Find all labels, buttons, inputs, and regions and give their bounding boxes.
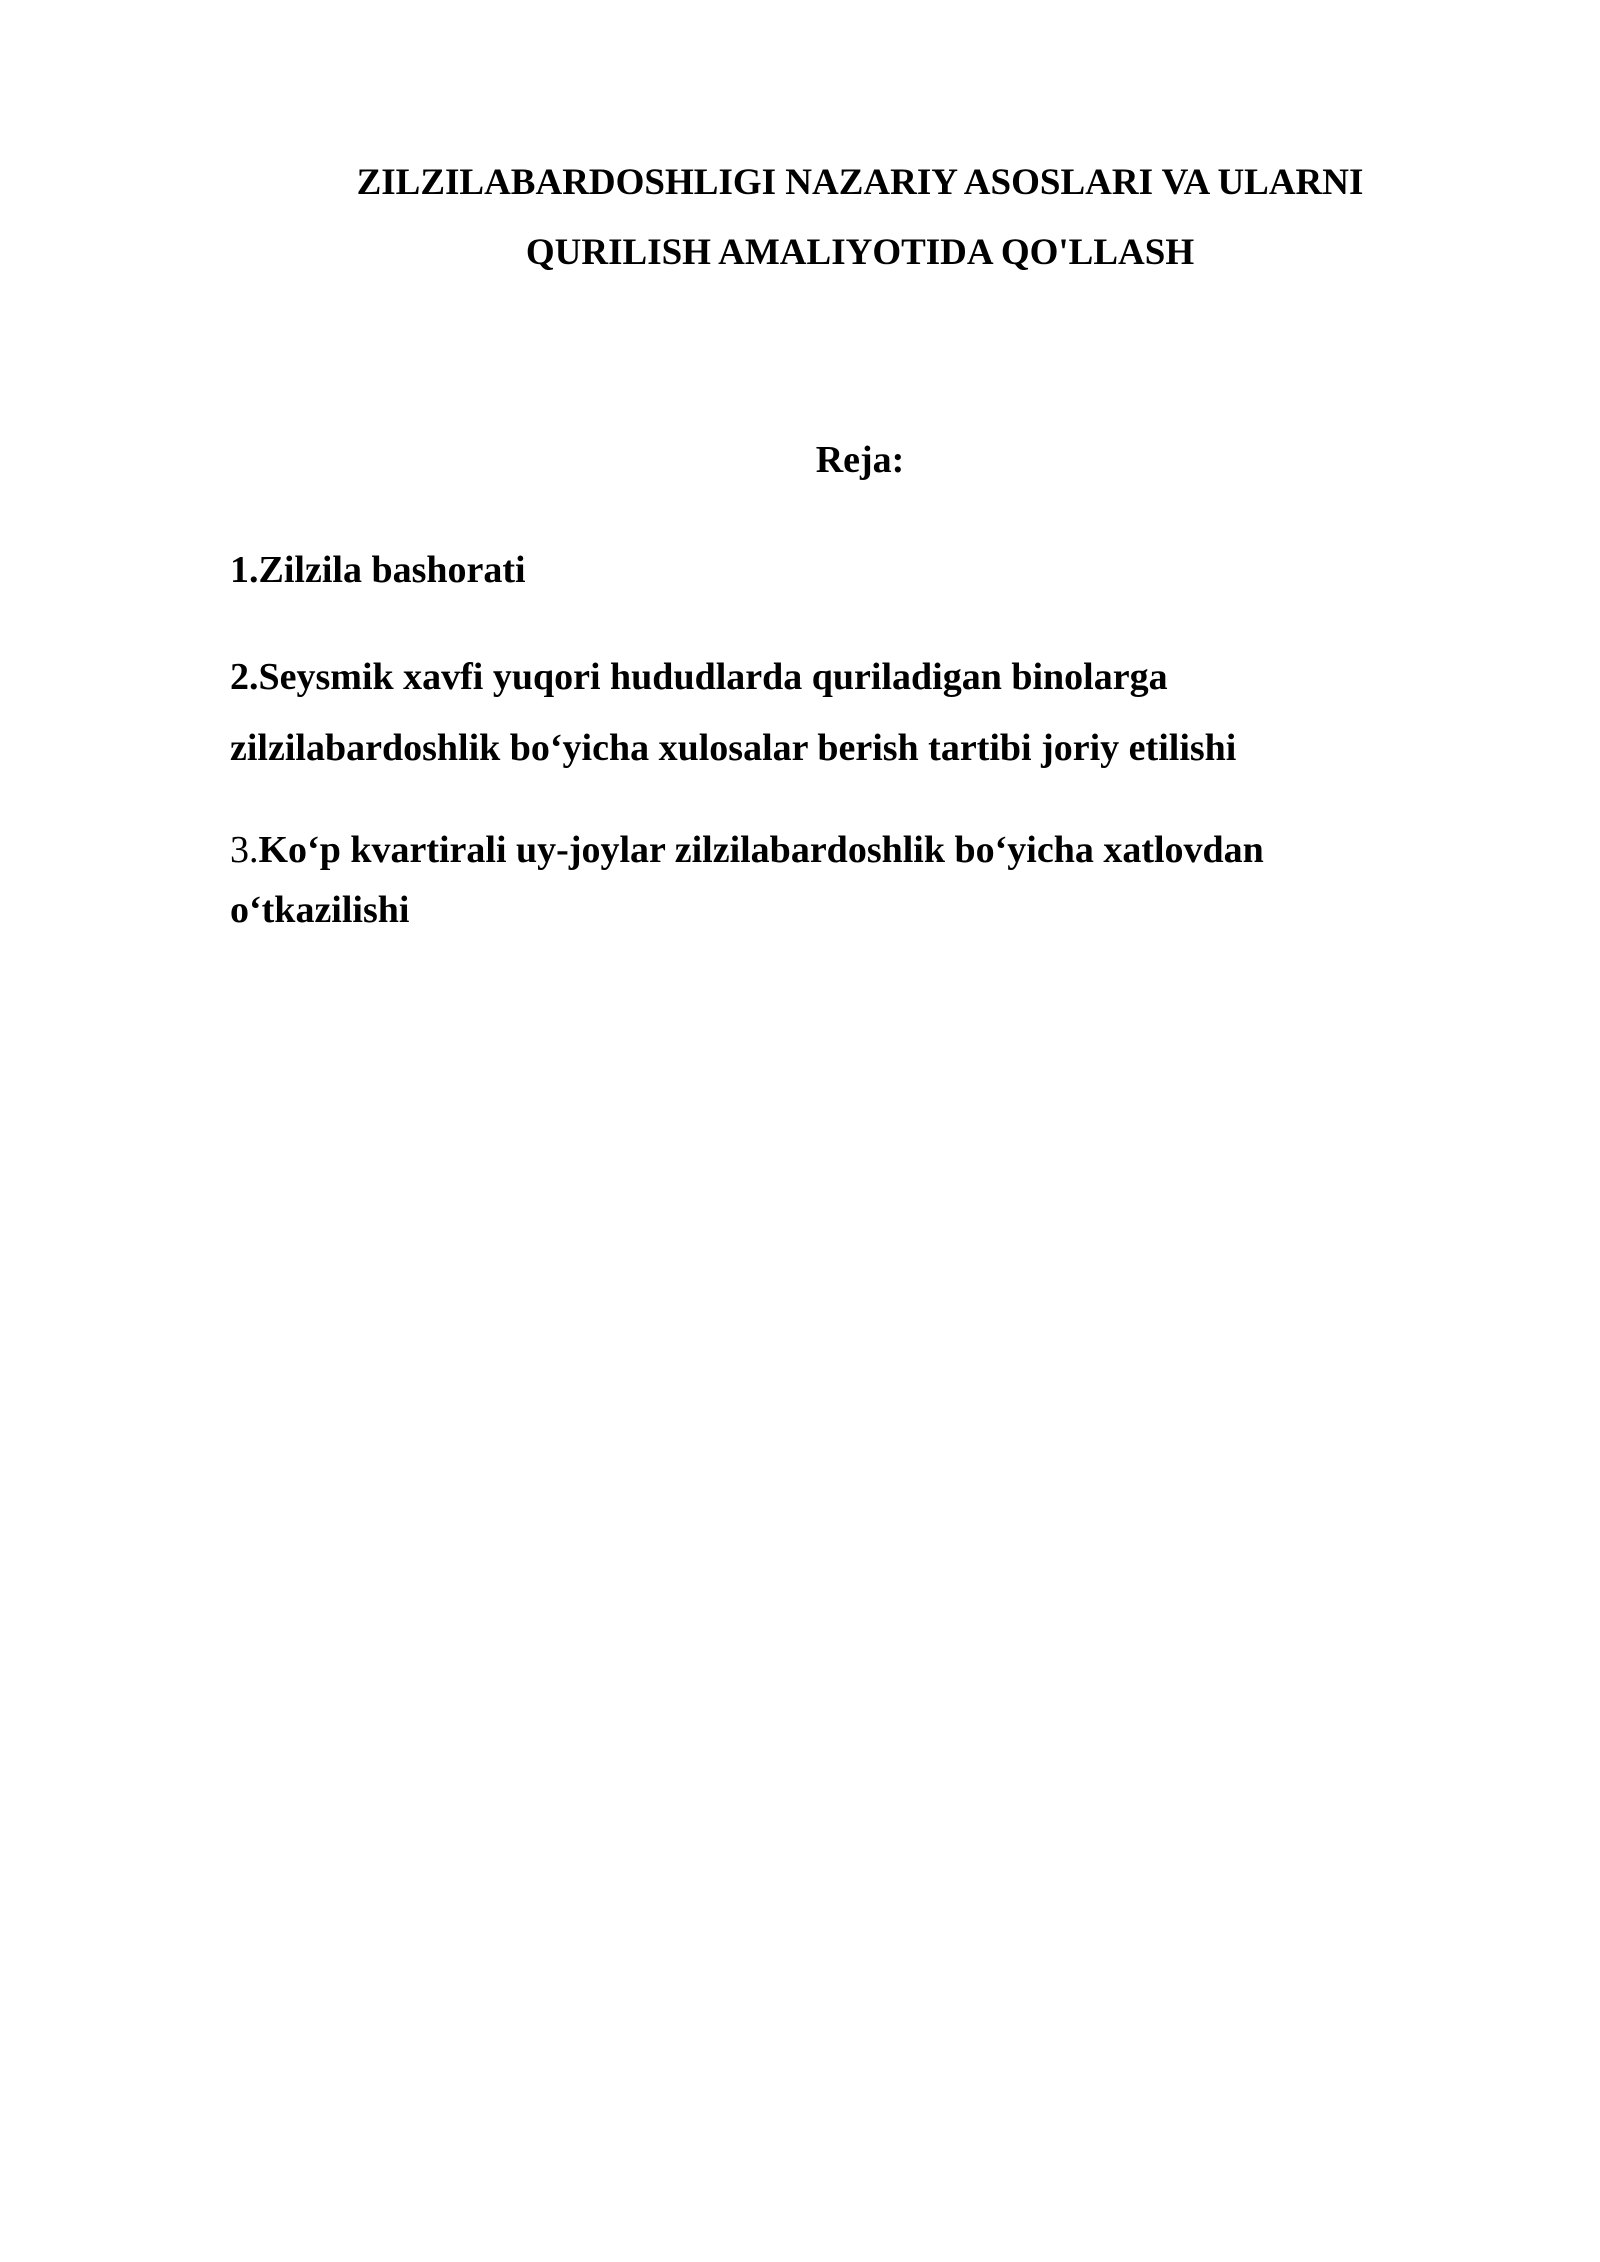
plan-item-number: 1. xyxy=(230,549,259,591)
plan-item-text: Ko‘p kvartirali uy-joylar zilzilabardoshlik bo‘yicha xatlovdan o‘tkazilishi xyxy=(230,829,1264,931)
plan-item-text: Zilzila bashorati xyxy=(258,549,526,591)
document-title-line-2: QURILISH AMALIYOTIDA QO'LLASH xyxy=(525,232,1195,273)
plan-heading: Reja: xyxy=(815,439,905,481)
plan-item-number: 2. xyxy=(230,656,259,698)
plan-item xyxy=(230,820,1390,940)
plan-item xyxy=(230,533,1390,608)
plan-item-number: 3. xyxy=(230,829,259,871)
plan-item-text: Seysmik xavfi yuqori hududlarda quriladigan binolarga zilzilabardoshlik bo‘yicha xulosalar berish tartibi joriy etilishi xyxy=(230,656,1237,769)
plan-item xyxy=(230,642,1390,784)
document-title-line-1: ZILZILABARDOSHLIGI NAZARIY ASOSLARI VA ULARNI xyxy=(356,162,1364,203)
document-title xyxy=(300,148,1420,288)
